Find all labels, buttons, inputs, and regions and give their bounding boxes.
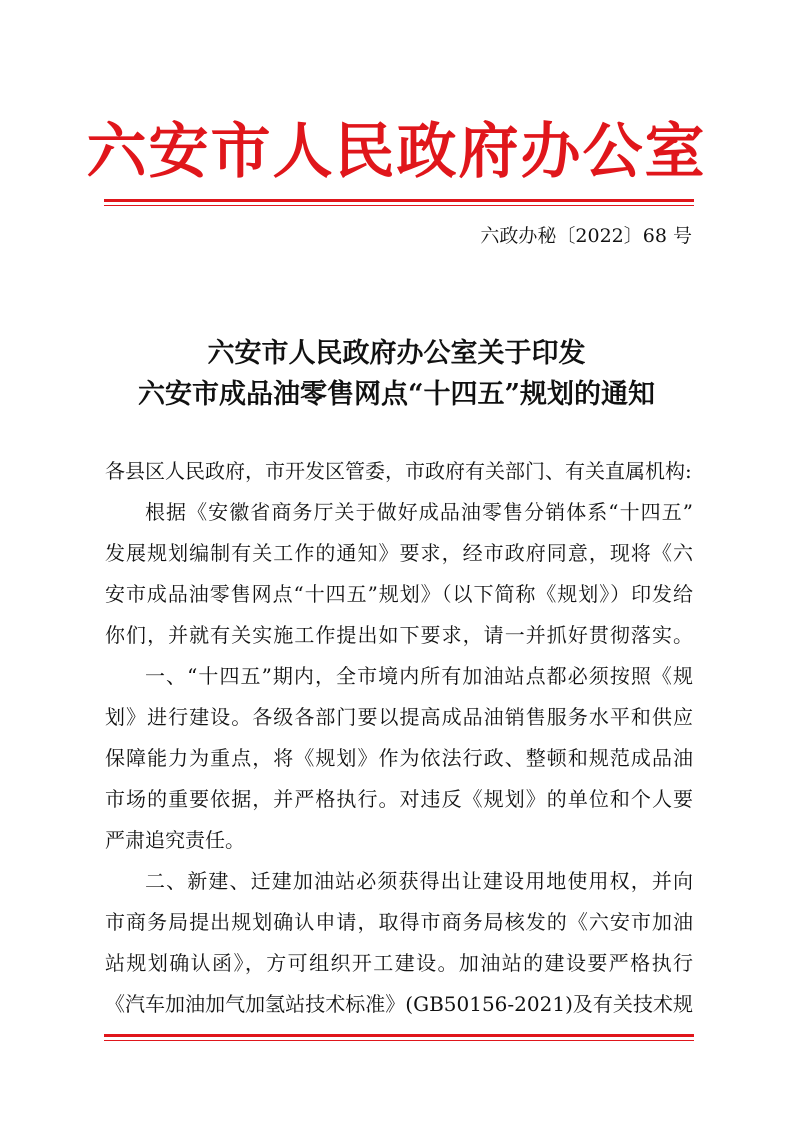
masthead-rule-thick [104,199,694,202]
masthead-title: 六安市人民政府办公室 [86,117,707,187]
body-line: 严肃追究责任。 [105,828,245,852]
body-line: 你们，并就有关实施工作提出如下要求，请一并抓好贯彻落实。 [105,623,693,647]
body-line: 市场的重要依据，并严格执行。对违反《规划》的单位和个人要 [105,787,693,811]
body-line: 发展规划编制有关工作的通知》要求，经市政府同意，现将《六 [105,541,693,565]
body-line: 安市成品油零售网点“十四五”规划》（以下简称《规划》）印发给 [105,582,693,606]
addressee-line: 各县区人民政府，市开发区管委，市政府有关部门、有关直属机构: [105,459,692,483]
body-line: 《汽车加油加气加氢站技术标准》(GB50156-2021)及有关技术规 [105,992,693,1016]
body-line: 一、“十四五”期内，全市境内所有加油站点都必须按照《规 [145,664,693,688]
document-number: 六政办秘〔2022〕68 号 [480,225,692,247]
body-line: 保障能力为重点，将《规划》作为依法行政、整顿和规范成品油 [105,746,693,770]
masthead-rule-thin [104,205,694,206]
footer-rule-thin [104,1040,694,1041]
document-title-line-1: 六安市人民政府办公室关于印发 [207,338,586,369]
body-line: 划》进行建设。各级各部门要以提高成品油销售服务水平和供应 [105,705,693,729]
body-line: 根据《安徽省商务厅关于做好成品油零售分销体系“十四五” [145,500,693,524]
body-line: 二、新建、迁建加油站必须获得出让建设用地使用权，并向 [145,869,693,893]
body-line: 站规划确认函》，方可组织开工建设。加油站的建设要严格执行 [105,951,693,975]
document-title-line-2: 六安市成品油零售网点“十四五”规划的通知 [137,379,656,410]
footer-rule-thick [104,1034,694,1037]
body-line: 市商务局提出规划确认申请，取得市商务局核发的《六安市加油 [105,910,693,934]
